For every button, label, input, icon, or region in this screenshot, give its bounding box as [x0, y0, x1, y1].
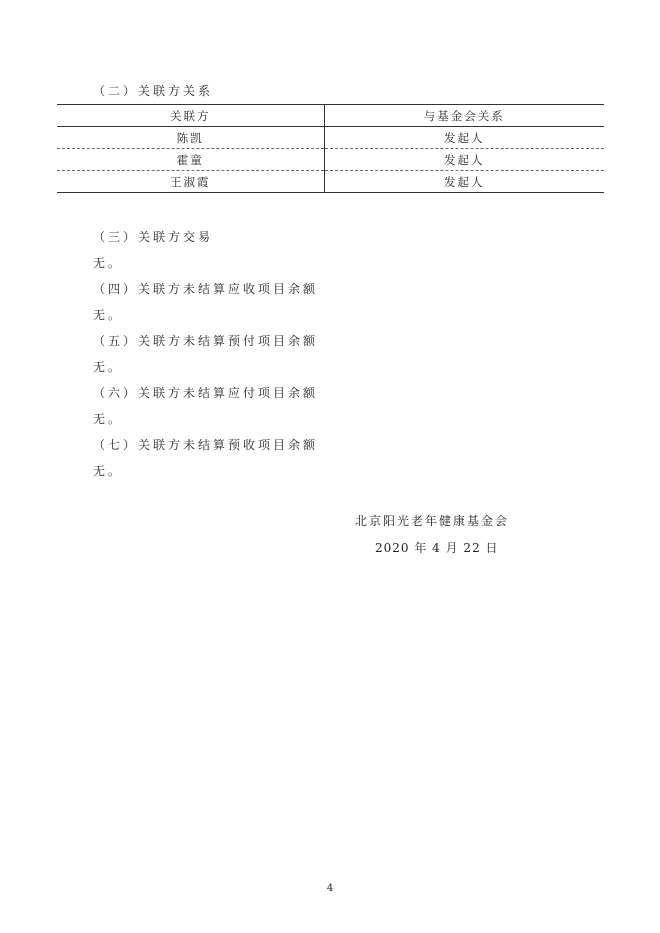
table-header-row [57, 105, 604, 127]
column-header-related-party: 关联方 [57, 105, 324, 127]
table-row [57, 127, 604, 149]
relationship-value: 发起人 [324, 171, 604, 193]
section-heading-transactions: （三）关联方交易 [93, 230, 214, 244]
related-party-name: 王淑霞 [57, 171, 324, 193]
page-number: 4 [326, 883, 334, 894]
section-body-payables: 无。 [93, 412, 124, 426]
section-body-prepayments: 无。 [93, 360, 124, 374]
section-heading-advance-receipts: （七）关联方未结算预收项目余额 [93, 438, 319, 452]
related-party-name: 霍童 [57, 149, 324, 171]
section-heading-prepayments: （五）关联方未结算预付项目余额 [93, 334, 319, 348]
related-party-name: 陈凯 [57, 127, 324, 149]
section-body-receivables: 无。 [93, 308, 124, 322]
section-heading-receivables: （四）关联方未结算应收项目余额 [93, 282, 319, 296]
section-body-advance-receipts: 无。 [93, 464, 124, 478]
section-heading-related-parties: （二）关联方关系 [93, 84, 214, 98]
section-body-transactions: 无。 [93, 256, 124, 270]
relationship-value: 发起人 [324, 149, 604, 171]
signature-date: 2020 年 4 月 22 日 [375, 541, 499, 555]
relationship-value: 发起人 [324, 127, 604, 149]
table-row [57, 171, 604, 193]
column-header-relationship: 与基金会关系 [324, 105, 604, 127]
signature-organization: 北京阳光老年健康基金会 [355, 514, 510, 528]
related-party-table [57, 104, 604, 193]
table-row [57, 149, 604, 171]
section-heading-payables: （六）关联方未结算应付项目余额 [93, 386, 319, 400]
